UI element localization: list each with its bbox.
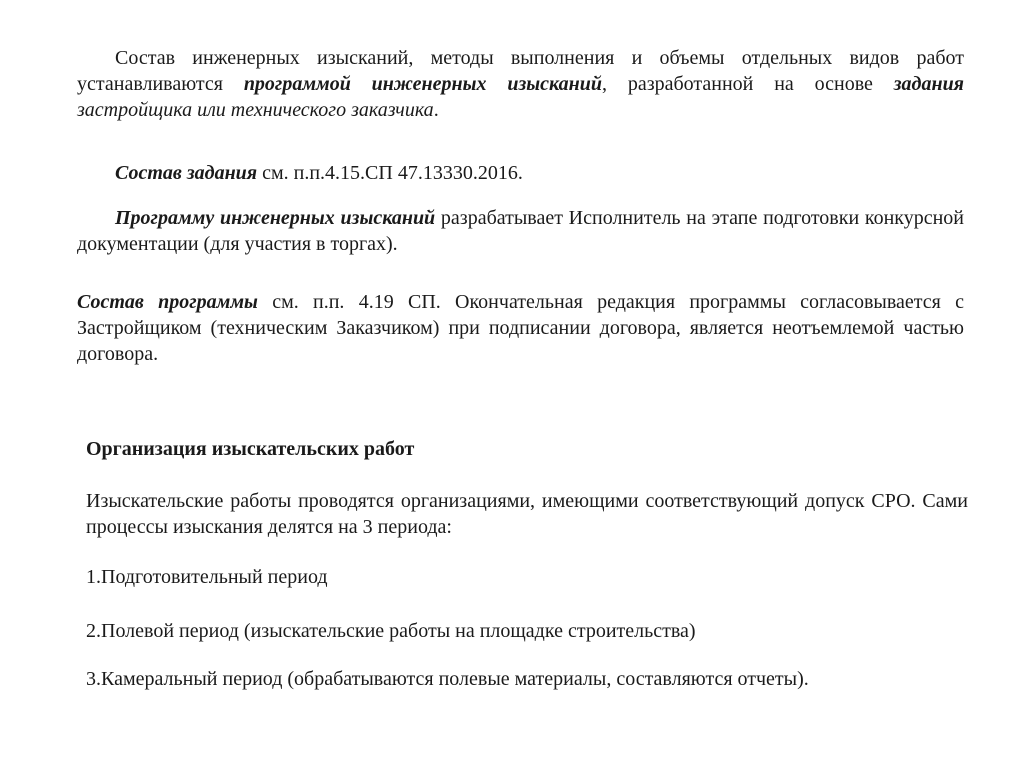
emphasis-survey-program: программой инженерных изысканий (243, 73, 603, 95)
section-heading: Организация изыскательских работ (86, 438, 415, 460)
text: , разработанной на основе (602, 73, 894, 95)
text: . (433, 99, 439, 121)
emphasis-program: Программу инженерных изысканий (115, 207, 436, 229)
text: см. п.п. 4.19 СП. Окончательная редакция программы согласовывается с Застройщиком (техническим Заказчиком) при подписании договора, является неотъемлемой частью договора. (77, 291, 964, 365)
paragraph-program-developer (77, 205, 964, 257)
emphasis-program-composition: Состав программы (77, 291, 258, 313)
paragraph-program-composition (77, 289, 964, 367)
text: Состав инженерных изысканий, методы выполнения и объемы отдельных видов работ устанавливаются (77, 47, 964, 95)
list-item: 2.Полевой период (изыскательские работы на площадке строительства) (86, 620, 696, 642)
italic-customer: застройщика или технического заказчика (77, 99, 434, 121)
paragraph-survey-organizations: Изыскательские работы проводятся организациями, имеющими соответствующий допуск СРО. Сами процессы изыскания делятся на 3 периода: (86, 490, 968, 538)
emphasis-assignment: задания (893, 73, 964, 95)
list-item: 1.Подготовительный период (86, 566, 328, 588)
list-item: 3.Камеральный период (обрабатываются полевые материалы, составляются отчеты). (86, 668, 809, 690)
paragraph-assignment-composition (77, 160, 964, 186)
text: разрабатывает Исполнитель на этапе подготовки конкурсной документации (для участия в торгах). (77, 207, 964, 255)
emphasis-assignment-composition: Состав задания (115, 162, 258, 184)
text: см. п.п.4.15.СП 47.13330.2016. (257, 162, 523, 184)
paragraph-composition-of-surveys (77, 45, 964, 123)
